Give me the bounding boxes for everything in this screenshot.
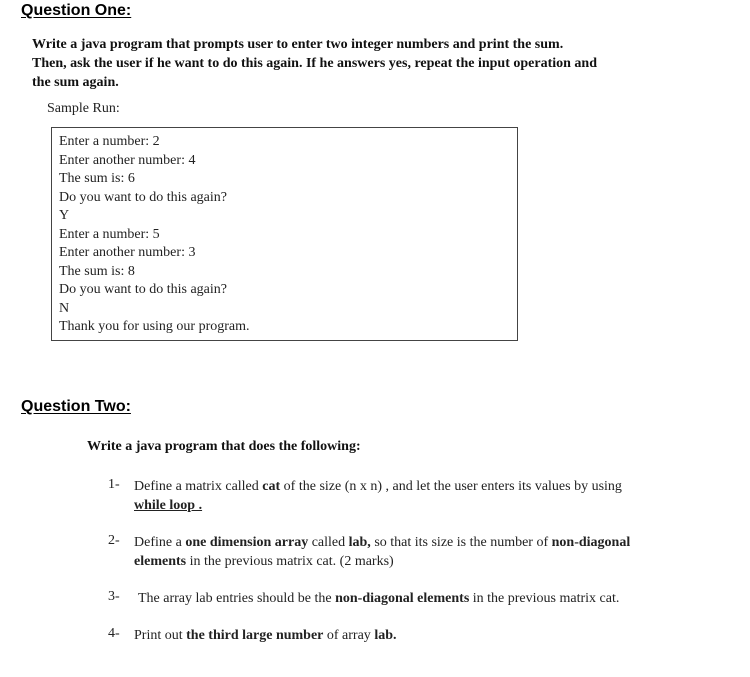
sample-run-output <box>59 133 250 337</box>
sample-run-line: Enter another number: 4 <box>59 152 196 168</box>
item-number: 2- <box>108 533 120 548</box>
sample-run-line: The sum is: 6 <box>59 171 135 186</box>
sample-run-line: Enter another number: 3 <box>59 245 196 260</box>
description-line: Write a java program that prompts user to enter two integer numbers and print the sum. <box>32 37 564 52</box>
item-text-bold: non-diagonal elements <box>335 591 470 606</box>
item-text-underlined: while loop . <box>134 498 203 513</box>
question-two-intro: Write a java program that does the following: <box>87 439 361 454</box>
sample-run-line: Do you want to do this again? <box>59 282 227 297</box>
sample-run-line: Thank you for using our program. <box>59 319 250 334</box>
item-text-bold: one dimension array <box>185 535 309 550</box>
sample-run-line: Do you want to do this again? <box>59 189 227 205</box>
item-text: so that its size is the number of <box>370 535 552 550</box>
item-text: Define a matrix called <box>134 479 263 494</box>
question-one-description <box>32 35 692 92</box>
item-text-bold: lab. <box>374 628 397 643</box>
sample-run-line: The sum is: 8 <box>59 263 135 279</box>
sample-run-line: Enter a number: 2 <box>59 134 160 149</box>
item-text-bold: lab, <box>348 535 371 550</box>
item-text: in the previous matrix cat. <box>469 591 620 606</box>
item-text-bold: non-diagonal <box>551 535 631 550</box>
item-text: Print out <box>134 628 187 643</box>
sample-run-line: N <box>59 300 70 316</box>
item-text: in the previous matrix cat. (2 marks) <box>186 554 394 569</box>
sample-run-line: Y <box>59 208 70 223</box>
question-two-title: Question Two: <box>21 398 131 415</box>
item-text: of array <box>323 628 375 643</box>
item-text: of the size (n x n) , and let the user enters its values by using <box>280 479 622 494</box>
item-text-bold: cat <box>262 479 281 494</box>
item-text: called <box>308 535 349 550</box>
sample-run-line: Enter a number: 5 <box>59 226 160 242</box>
sample-run-label: Sample Run: <box>47 101 120 116</box>
description-line: the sum again. <box>32 75 119 90</box>
item-text: The array lab entries should be the <box>138 591 336 606</box>
item-text-bold: elements <box>134 554 187 569</box>
item-number: 4- <box>108 626 120 641</box>
question-one-title: Question One: <box>21 2 132 19</box>
item-number: 1- <box>108 477 120 492</box>
item-number: 3- <box>108 589 120 604</box>
description-line: Then, ask the user if he want to do this again. If he answers yes, repeat the input operation and <box>32 56 597 71</box>
item-text: Define a <box>134 535 186 550</box>
item-text-bold: the third large number <box>186 628 324 643</box>
